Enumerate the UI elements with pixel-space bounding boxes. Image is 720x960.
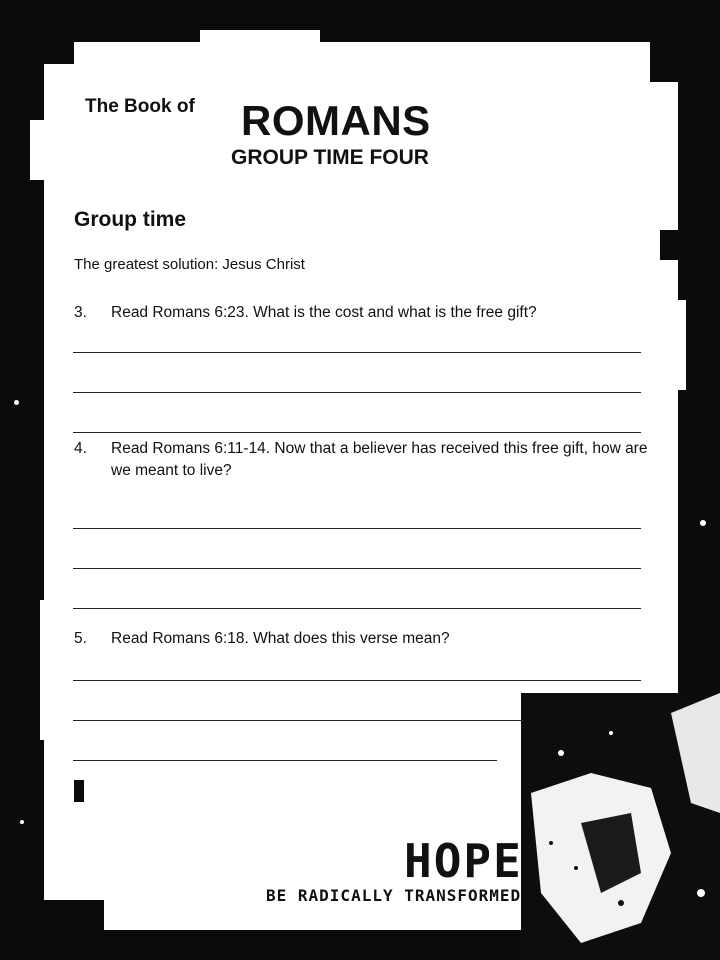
answer-line[interactable] [73, 568, 641, 569]
frame-texture [650, 42, 678, 82]
section-intro: The greatest solution: Jesus Christ [74, 256, 305, 273]
question-number: 5. [74, 630, 87, 647]
question-text: Read Romans 6:18. What does this verse mean? [111, 630, 450, 647]
frame-texture [44, 900, 104, 930]
frame-texture [200, 30, 320, 44]
frame-texture [74, 780, 84, 802]
grunge-photo-panel [521, 693, 720, 960]
answer-line[interactable] [73, 680, 641, 681]
hope-logo-word: HOPE [404, 834, 523, 888]
answer-line[interactable] [73, 352, 641, 353]
answer-line[interactable] [73, 392, 641, 393]
answer-line[interactable] [73, 608, 641, 609]
header-title: ROMANS [241, 97, 431, 144]
frame-texture [20, 820, 24, 824]
frame-texture [30, 120, 50, 180]
frame-texture [14, 400, 19, 405]
frame-texture [40, 600, 50, 740]
question-item [74, 438, 651, 482]
question-number: 4. [74, 440, 87, 457]
answer-line[interactable] [73, 432, 641, 433]
question-item [74, 302, 651, 324]
hope-tagline: BE RADICALLY TRANSFORMED [266, 886, 522, 905]
question-text: Read Romans 6:23. What is the cost and what is the free gift? [111, 304, 537, 321]
question-item [74, 628, 651, 650]
frame-texture [660, 230, 678, 260]
section-title: Group time [74, 208, 187, 231]
answer-line[interactable] [73, 720, 523, 721]
frame-texture [672, 300, 686, 390]
frame-texture [44, 42, 74, 64]
header-pre-title: The Book of [85, 96, 195, 117]
grunge-photo-art [521, 693, 720, 960]
frame-texture [700, 520, 706, 526]
answer-line[interactable] [73, 760, 497, 761]
header-subtitle: GROUP TIME FOUR [231, 146, 429, 169]
question-number: 3. [74, 304, 87, 321]
question-text: Read Romans 6:11-14. Now that a believer has received this free gift, how are we meant to live? [111, 440, 648, 479]
answer-line[interactable] [73, 528, 641, 529]
